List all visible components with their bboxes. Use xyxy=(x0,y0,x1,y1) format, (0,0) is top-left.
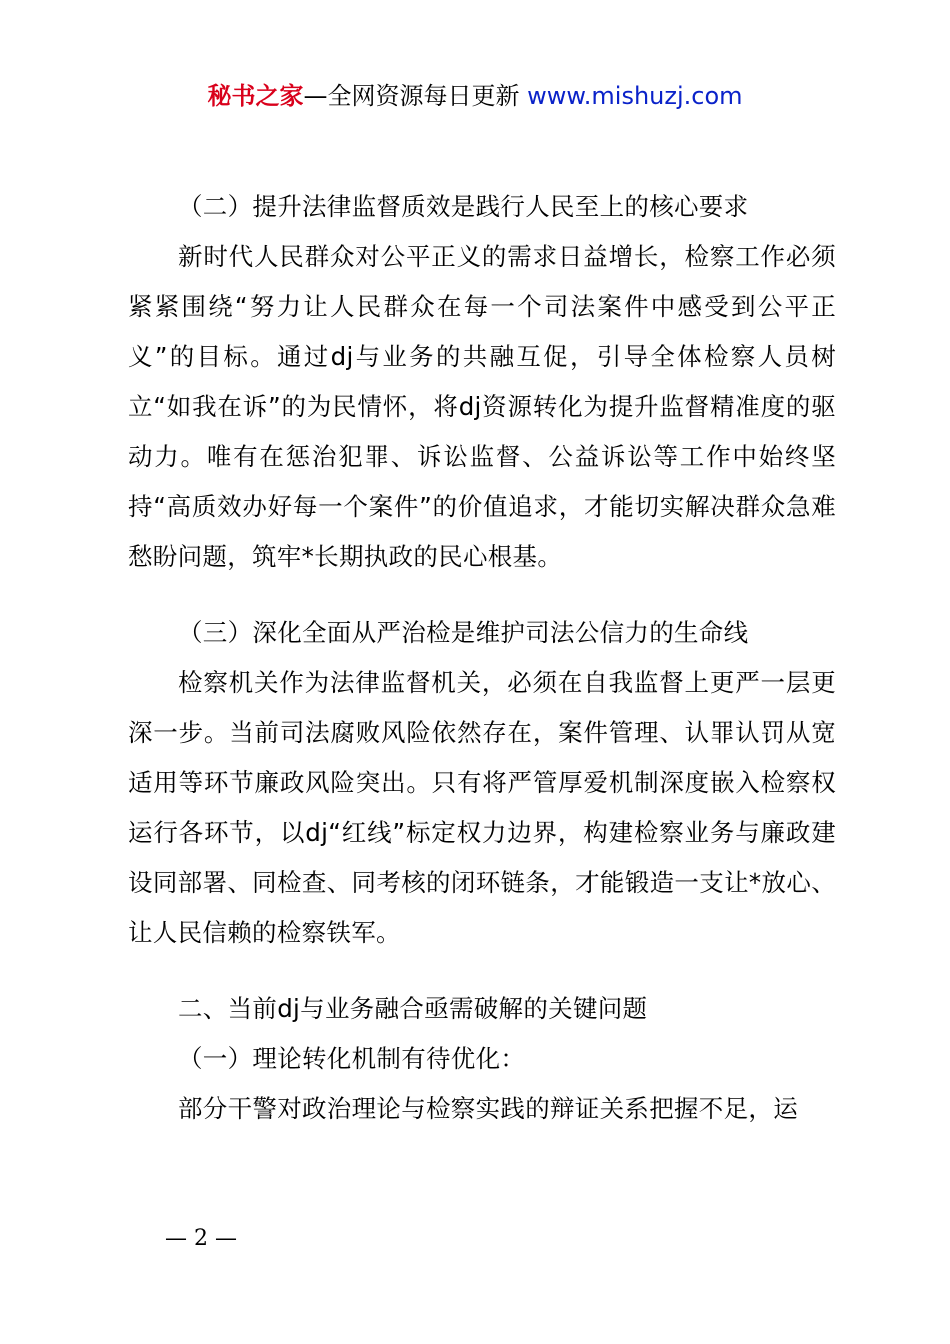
subheading-3: （三）深化全面从严治检是维护司法公信力的生命线 xyxy=(178,618,749,647)
subheading-1: （一）理论转化机制有待优化： xyxy=(178,1044,526,1073)
site-url[interactable]: www.mishuzj.com xyxy=(527,82,743,110)
header-tagline: —全网资源每日更新 xyxy=(303,82,528,110)
paragraph-people-first: 新时代人民群众对公平正义的需求日益增长，检察工作必须紧紧围绕“努力让人民群众在每一个司法案件中感受到公平正义”的目标。通过dj与业务的共融互促，引导全体检察人员树立“如我在诉”的为民情怀，将dj资源转化为提升监督精准度的驱动力。唯有在惩治犯罪、诉讼监督、公益诉讼等工作中始终坚持“高质效办好每一个案件”的价值追求，才能切实解决群众急难愁盼问题，筑牢*长期执政的民心根基。 xyxy=(128,242,836,571)
page-number: — 2 — xyxy=(165,1226,237,1251)
subheading-2: （二）提升法律监督质效是践行人民至上的核心要求 xyxy=(178,192,749,221)
site-header xyxy=(0,80,950,112)
brand-name: 秘书之家 xyxy=(207,82,304,110)
document-body xyxy=(128,182,836,1134)
paragraph-strict-governance: 检察机关作为法律监督机关，必须在自我监督上更严一层更深一步。当前司法腐败风险依然存在，案件管理、认罪认罚从宽适用等环节廉政风险突出。只有将严管厚爱机制深度嵌入检察权运行各环节，以dj“红线”标定权力边界，构建检察业务与廉政建设同部署、同检查、同考核的闭环链条，才能锻造一支让*放心、让人民信赖的检察铁军。 xyxy=(128,668,836,947)
paragraph-theory: 部分干警对政治理论与检察实践的辩证关系把握不足，运 xyxy=(178,1094,798,1123)
section-heading-2: 二、当前dj与业务融合亟需破解的关键问题 xyxy=(178,994,648,1023)
